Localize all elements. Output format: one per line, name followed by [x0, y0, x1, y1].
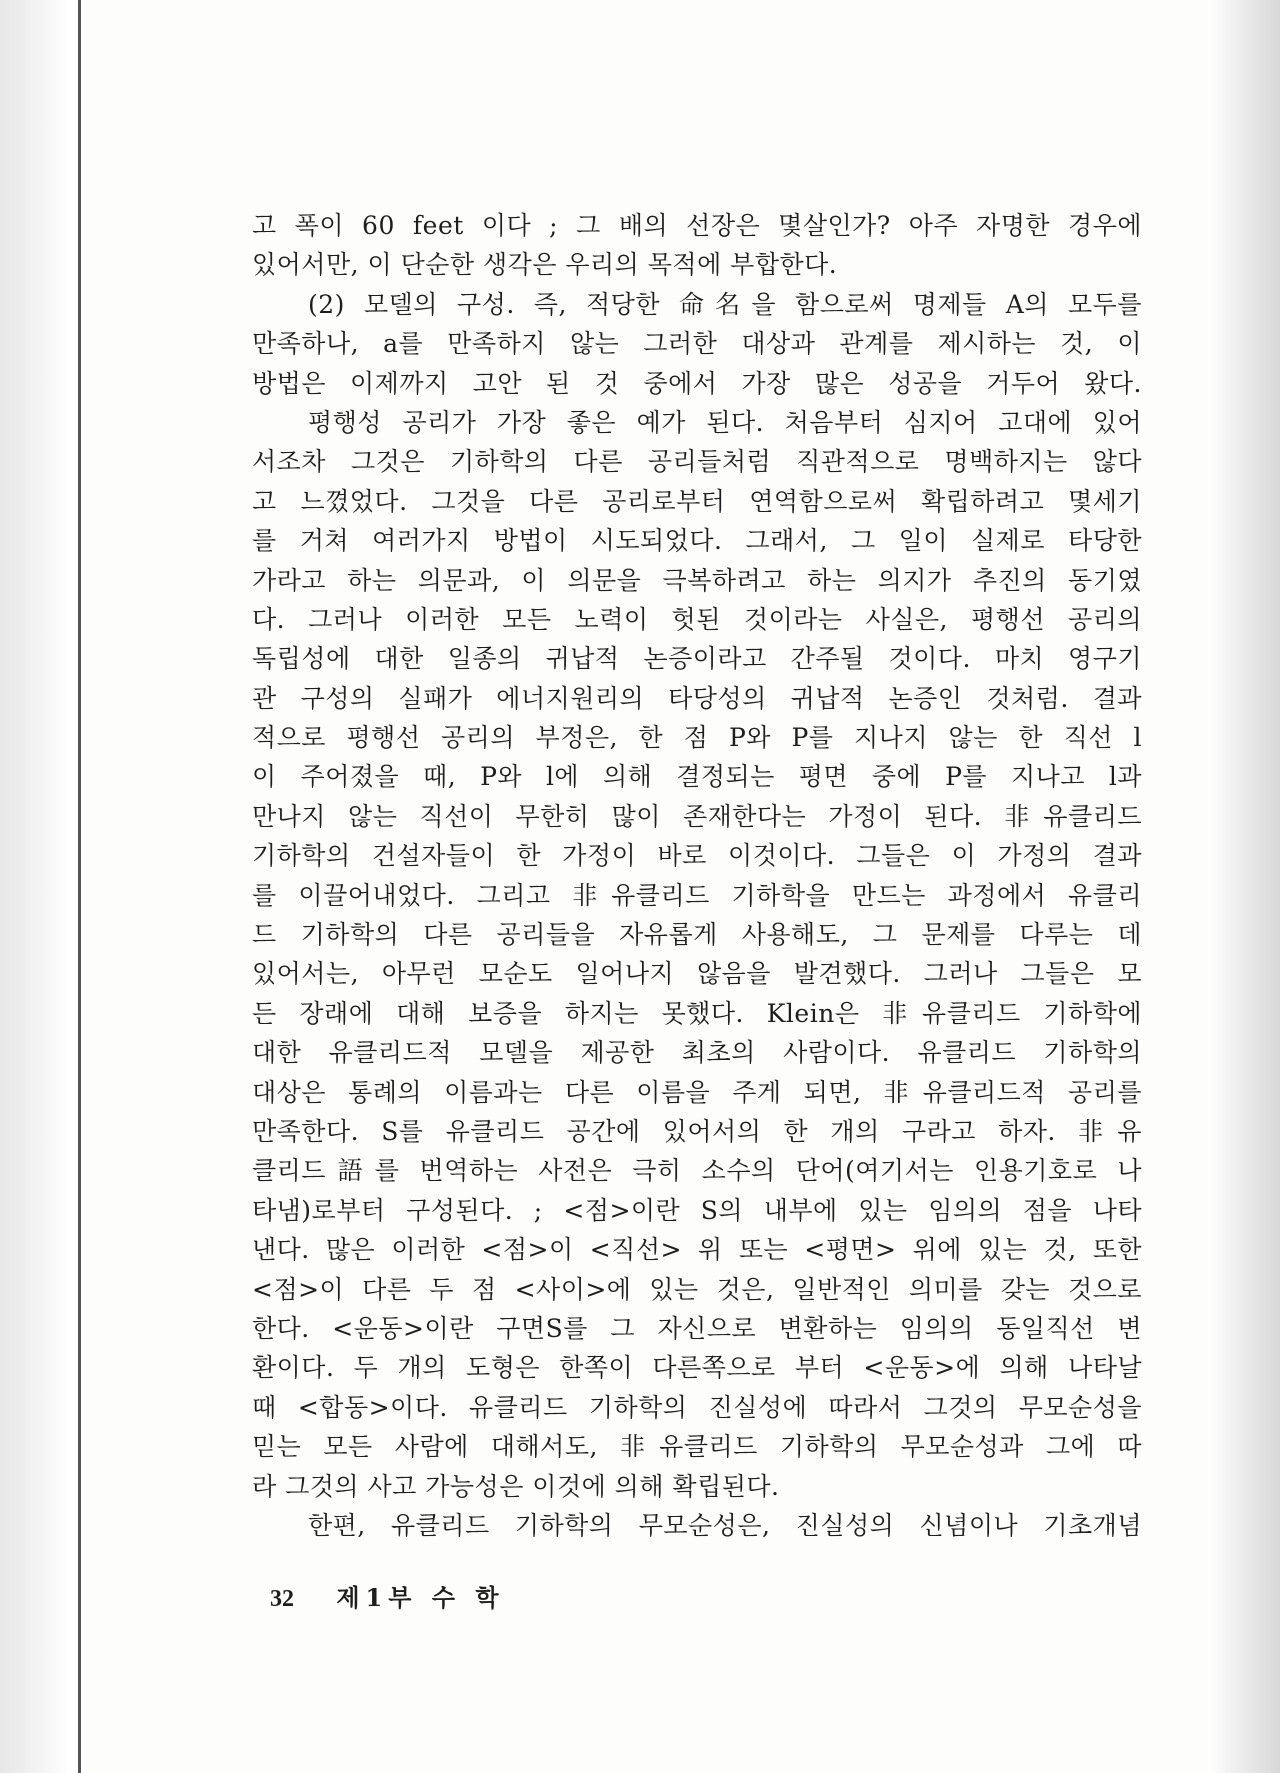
text-line: 적으로 평행선 공리의 부정은, 한 점 P와 P를 지나지 않는 한 직선 l [252, 723, 1142, 753]
body-text [252, 206, 1142, 1545]
text-line: 만족한다. S를 유클리드 공간에 있어서의 한 개의 구라고 하자. 非유 [252, 1116, 1142, 1146]
text-line: 타냄)로부터 구성된다. ; <점>이란 S의 내부에 있는 임의의 점을 나타 [252, 1195, 1142, 1225]
text-line: 고 느꼈었다. 그것을 다른 공리로부터 연역함으로써 확립하려고 몇세기 [252, 486, 1142, 516]
text-line: 드 기하학의 다른 공리들을 자유롭게 사용해도, 그 문제를 다루는 데 [252, 920, 1142, 950]
text-line: 다. 그러나 이러한 모든 노력이 헛된 것이라는 사실은, 평행선 공리의 [252, 604, 1142, 634]
text-line: 믿는 모든 사람에 대해서도, 非유클리드 기하학의 무모순성과 그에 따 [252, 1432, 1142, 1462]
text-line: 를 이끌어내었다. 그리고 非유클리드 기하학을 만드는 과정에서 유클리 [252, 880, 1142, 910]
text-line: 서조차 그것은 기하학의 다른 공리들처럼 직관적으로 명백하지는 않다 [252, 447, 1142, 477]
text-line: 독립성에 대한 일종의 귀납적 논증이라고 간주될 것이다. 마치 영구기 [252, 644, 1142, 674]
text-line: 이 주어졌을 때, P와 l에 의해 결정되는 평면 중에 P를 지나고 l과 [252, 762, 1142, 792]
text-line: 대상은 통례의 이름과는 다른 이름을 주게 되면, 非유클리드적 공리를 [252, 1077, 1142, 1107]
page-binding-shadow [0, 0, 82, 1773]
text-line: 든 장래에 대해 보증을 하지는 못했다. Klein은 非유클리드 기하학에 [252, 998, 1142, 1028]
text-line: 관 구성의 실패가 에너지원리의 타당성의 귀납적 논증인 것처럼. 결과 [252, 683, 1142, 713]
text-line: 고 폭이 60 feet 이다 ; 그 배의 선장은 몇살인가? 아주 자명한 경우에 [252, 211, 1142, 240]
text-line: 클리드語를 번역하는 사전은 극히 소수의 단어(여기서는 인용기호로 나 [252, 1156, 1142, 1186]
text-line: 만나지 않는 직선이 무한히 많이 존재한다는 가정이 된다. 非유클리드 [252, 801, 1142, 831]
page-number: 32 [270, 1586, 294, 1612]
page-right-shadow [1208, 0, 1280, 1773]
text-line: 라 그것의 사고 가능성은 이것에 의해 확립된다. [252, 1471, 780, 1501]
text-line: 때 <합동>이다. 유클리드 기하학의 진실성에 따라서 그것의 무모순성을 [252, 1392, 1142, 1422]
text-line: 만족하나, a를 만족하지 않는 그러한 대상과 관계를 제시하는 것, 이 [252, 329, 1142, 359]
text-line: 있어서는, 아무런 모순도 일어나지 않음을 발견했다. 그러나 그들은 모 [252, 959, 1142, 989]
text-line: 방법은 이제까지 고안 된 것 중에서 가장 많은 성공을 거두어 왔다. [252, 368, 1142, 398]
text-line: <점>이 다른 두 점 <사이>에 있는 것은, 일반적인 의미를 갖는 것으로 [252, 1274, 1142, 1304]
text-line: 가라고 하는 의문과, 이 의문을 극복하려고 하는 의지가 추진의 동기였 [252, 565, 1142, 595]
text-line: 평행성 공리가 가장 좋은 예가 된다. 처음부터 심지어 고대에 있어 [308, 407, 1142, 437]
page-footer [270, 1578, 505, 1613]
text-line: 있어서만, 이 단순한 생각은 우리의 목적에 부합한다. [252, 250, 838, 280]
text-line: 를 거쳐 여러가지 방법이 시도되었다. 그래서, 그 일이 실제로 타당한 [252, 526, 1142, 556]
text-line: 한편, 유클리드 기하학의 무모순성은, 진실성의 신념이나 기초개념 [308, 1510, 1142, 1540]
text-line: 대한 유클리드적 모델을 제공한 최초의 사람이다. 유클리드 기하학의 [252, 1038, 1142, 1068]
text-line: 환이다. 두 개의 도형은 한쪽이 다른쪽으로 부터 <운동>에 의해 나타날 [252, 1353, 1142, 1383]
text-line: 기하학의 건설자들이 한 가정이 바로 이것이다. 그들은 이 가정의 결과 [252, 841, 1142, 871]
running-footer-title: 제1부 수 학 [336, 1583, 505, 1612]
text-line: (2) 모델의 구성. 즉, 적당한 命名을 함으로써 명제들 A의 모두를 [308, 289, 1142, 319]
text-line: 한다. <운동>이란 구면S를 그 자신으로 변환하는 임의의 동일직선 변 [252, 1313, 1142, 1343]
text-line: 낸다. 많은 이러한 <점>이 <직선> 위 또는 <평면> 위에 있는 것, 또한 [252, 1235, 1142, 1265]
page-left-border [78, 0, 81, 1773]
